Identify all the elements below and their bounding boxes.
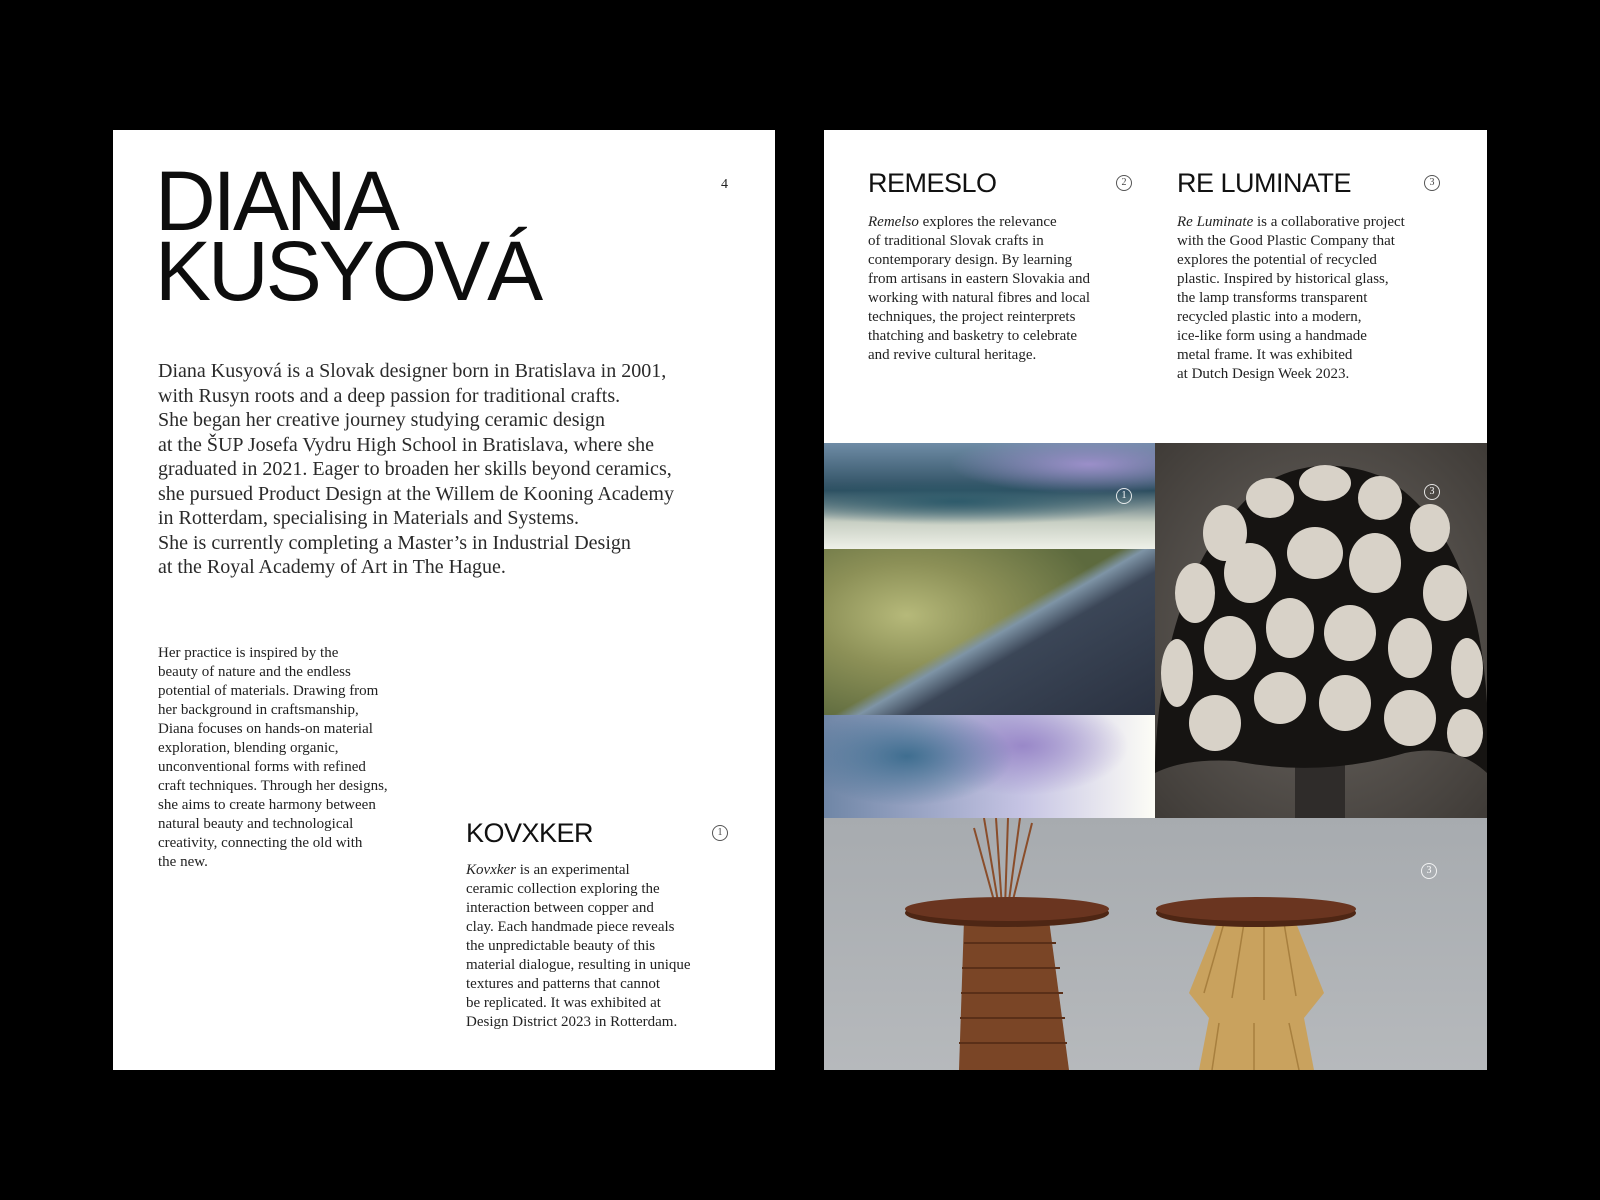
side-tables-image [824,818,1487,1070]
kovxker-marker: 1 [712,825,728,841]
ceramics-image-marker: 1 [1116,488,1132,504]
re-luminate-title: RE LUMINATE [1177,168,1352,198]
lamp-image-marker: 3 [1424,484,1440,500]
kovxker-italic-name: Kovxker [466,862,516,878]
re-luminate-italic-name: Re Luminate [1177,214,1254,230]
right-page [824,130,1487,1070]
kovxker-description [466,861,736,1032]
re-luminate-body: is a collaborative project with the Good Plastic Company that explores the potential of recycled plastic. Inspired by historical glass, the lamp transforms transparent recycled plastic into a modern, ice-like form using a handmade metal frame. It was exhibited at Dutch Design Week 2023. [1177,214,1405,382]
ceramic-closeup-image-1 [824,443,1155,549]
designer-name [155,154,541,318]
remeslo-description [868,213,1138,365]
practice-paragraph: Her practice is inspired by the beauty of nature and the endless potential of materials. Drawing from her background in craftsmanship, Diana focuses on hands-on material exploration, blending organic, unconventional forms with refined craft techniques. Through her designs, she aims to create harmony between natural beauty and technological creativity, connecting the old with the new. [158,645,388,870]
designer-last-name: KUSYOVÁ [155,224,541,318]
lamp-image [1155,443,1487,818]
kovxker-body: is an experimental ceramic collection exploring the interaction between copper and clay. Each handmade piece reveals the unpredictable beauty of this material dialogue, resulting in unique textures and patterns that cannot be replicated. It was exhibited at Design District 2023 in Rotterdam. [466,862,691,1030]
ceramic-closeup-image-3 [824,715,1155,818]
remeslo-body: explores the relevance of traditional Slovak crafts in contemporary design. By learning from artisans in eastern Slovakia and working with natural fibres and local techniques, the project reinterprets thatching and basketry to celebrate and revive cultural heritage. [868,214,1091,363]
re-luminate-description [1177,213,1447,384]
re-luminate-marker: 3 [1424,175,1440,191]
tables-image-marker: 3 [1421,863,1437,879]
kovxker-title: KOVXKER [466,818,594,848]
bio-paragraph: Diana Kusyová is a Slovak designer born in Bratislava in 2001, with Rusyn roots and a deep passion for traditional crafts. She began her creative journey studying ceramic design at the ŠUP Josefa Vydru High School in Bratislava, where she graduated in 2021. Eager to broaden her skills beyond ceramics, she pursued Product Design at the Willem de Kooning Academy in Rotterdam, specialising in Materials and Systems. She is currently completing a Master’s in Industrial Design at the Royal Academy of Art in The Hague. [158,360,674,578]
designer-first-name: DIANA [155,154,397,248]
remeslo-marker: 2 [1116,175,1132,191]
left-page [113,130,775,1070]
remeslo-italic-name: Remelso [868,214,919,230]
ceramic-closeup-image-2 [824,549,1155,715]
lamp-illustration [1155,443,1487,818]
page-number: 4 [721,177,728,192]
remeslo-title: REMESLO [868,168,997,198]
side-tables-illustration [824,818,1487,1070]
